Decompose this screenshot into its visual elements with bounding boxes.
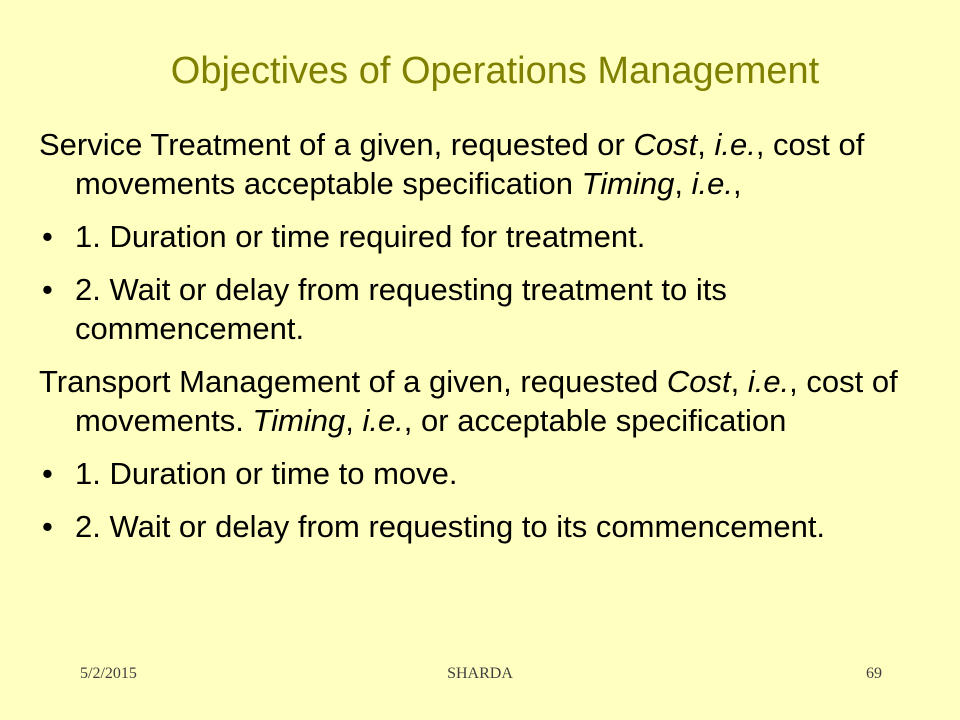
text-run-italic: i.e. <box>714 127 756 162</box>
text-run-italic: i.e. <box>691 166 733 201</box>
text-run-italic: Cost <box>633 127 698 162</box>
text-run: , cost of movements acceptable specification <box>75 127 865 201</box>
slide-title: Objectives of Operations Management <box>170 50 820 92</box>
text-run-italic: i.e. <box>362 403 404 438</box>
text-run-italic: Timing <box>252 403 346 438</box>
service-paragraph <box>39 125 919 203</box>
bullet-text: 1. Duration or time to move. <box>75 456 458 491</box>
bullet-icon: • <box>42 509 53 544</box>
bullet-item <box>39 507 919 546</box>
text-run: , <box>345 403 363 438</box>
bullet-text: 2. Wait or delay from requesting treatment to its commencement. <box>75 272 727 346</box>
text-run-italic: i.e. <box>747 364 790 399</box>
footer-author: SHARDA <box>447 665 513 682</box>
footer-page-number: 69 <box>866 665 882 682</box>
bullet-icon: • <box>42 272 53 307</box>
bullet-item <box>39 454 919 493</box>
transport-paragraph <box>39 362 919 440</box>
text-run: , or acceptable specification <box>403 403 787 438</box>
text-run: , <box>674 166 692 201</box>
text-run-italic: Timing <box>581 166 675 201</box>
bullet-text: 2. Wait or delay from requesting to its commencement. <box>75 509 826 544</box>
text-run: , cost of movements. <box>75 364 898 438</box>
text-run: , <box>732 166 742 201</box>
text-run: Service Treatment of a given, requested or <box>39 127 634 162</box>
bullet-text: 1. Duration or time required for treatment. <box>75 219 646 254</box>
text-run: Transport Management of a given, requested <box>39 364 667 399</box>
bullet-icon: • <box>42 456 53 491</box>
slide-body <box>39 125 919 546</box>
footer-date: 5/2/2015 <box>80 665 137 682</box>
text-run: , <box>730 364 748 399</box>
bullet-item <box>39 217 919 256</box>
text-run-italic: Cost <box>666 364 731 399</box>
text-run: , <box>697 127 715 162</box>
bullet-icon: • <box>42 219 53 254</box>
bullet-item <box>39 270 919 348</box>
